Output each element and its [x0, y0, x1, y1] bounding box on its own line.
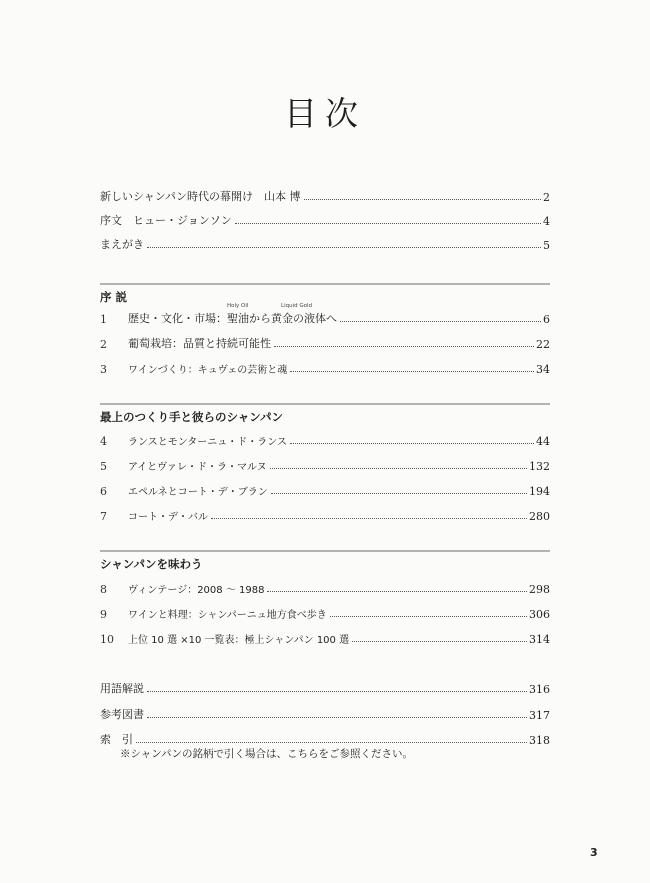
toc-entry-chapter-1[interactable]: [100, 308, 550, 326]
toc-entry-label: ランスとモンターニュ・ド・ランス: [128, 437, 287, 448]
page-title: 目次: [284, 94, 366, 133]
chapter-number: 9: [100, 608, 107, 621]
toc-entry-label: ワインづくり：キュヴェの芸術と魂: [128, 365, 288, 376]
toc-entry-label: 参考図書: [100, 708, 144, 721]
toc-entry-label: ヴィンテージ：2008 ～ 1988: [128, 585, 265, 596]
ruby-holy-oil: Holy Oil: [227, 303, 249, 309]
toc-page-number: 306: [529, 608, 550, 621]
dot-leader: [352, 641, 527, 642]
toc-page-number: 298: [529, 583, 550, 596]
toc-page-number: 317: [529, 709, 550, 722]
toc-entry-label: 序文 ヒュー・ジョンソン: [100, 214, 232, 227]
toc-entry-chapter-10[interactable]: [100, 628, 550, 646]
toc-entry-label: 上位 10 選 ×10 一覧表：極上シャンパン 100 選: [128, 635, 350, 646]
toc-entry-introduction[interactable]: [100, 234, 550, 252]
toc-entry-index[interactable]: [100, 729, 550, 747]
toc-page-number: 318: [529, 734, 550, 747]
toc-page-number: 314: [529, 633, 550, 646]
dot-leader: [340, 321, 541, 322]
page-folio: 3: [590, 846, 598, 859]
toc-page-number: 194: [529, 485, 550, 498]
toc-page-number: 316: [529, 683, 550, 696]
toc-entry-preface-johnson[interactable]: [100, 210, 550, 228]
toc-page-number: 44: [536, 435, 550, 448]
toc-entry-label: コート・デ・バル: [128, 512, 208, 523]
toc-page-number: 5: [543, 239, 550, 252]
dot-leader: [304, 199, 541, 200]
dot-leader: [267, 591, 527, 592]
toc-entry-glossary[interactable]: [100, 678, 550, 696]
toc-entry-label: 歴史・文化・市場：聖油から黄金の液体へ: [128, 312, 337, 325]
dot-leader: [290, 443, 534, 444]
ruby-liquid-gold: Liquid Gold: [281, 303, 312, 309]
chapter-number: 6: [100, 485, 107, 498]
toc-page-number: 2: [543, 191, 550, 204]
toc-entry-label: まえがき: [100, 238, 144, 251]
section-heading-introduction: 序 説: [100, 283, 550, 305]
dot-leader: [274, 346, 534, 347]
chapter-number: 10: [100, 633, 114, 646]
dot-leader: [290, 371, 534, 372]
toc-page-number: 280: [529, 510, 550, 523]
toc-entry-bibliography[interactable]: [100, 704, 550, 722]
chapter-number: 1: [100, 313, 107, 326]
toc-entry-label: 新しいシャンパン時代の幕開け 山本 博: [100, 190, 301, 203]
dot-leader: [330, 616, 527, 617]
chapter-number: 5: [100, 460, 107, 473]
section-heading-tasting: シャンパンを味わう: [100, 550, 550, 572]
toc-page-number: 132: [529, 460, 550, 473]
chapter-number: 8: [100, 583, 107, 596]
toc-entry-chapter-7[interactable]: [100, 505, 550, 523]
toc-entry-label: ワインと料理：シャンパーニュ地方食べ歩き: [128, 610, 327, 621]
toc-entry-chapter-4[interactable]: [100, 430, 550, 448]
chapter-number: 7: [100, 510, 107, 523]
dot-leader: [136, 742, 527, 743]
toc-page-number: 4: [543, 215, 550, 228]
dot-leader: [211, 518, 527, 519]
toc-entry-chapter-6[interactable]: [100, 480, 550, 498]
dot-leader: [270, 468, 527, 469]
section-heading-top-producers: 最上のつくり手と彼らのシャンパン: [100, 403, 550, 425]
dot-leader: [147, 691, 527, 692]
toc-entry-label: 葡萄栽培：品質と持続可能性: [128, 337, 271, 350]
toc-entry-label: 索 引: [100, 733, 133, 746]
toc-entry-label: アイとヴァレ・ド・ラ・マルヌ: [128, 462, 267, 473]
chapter-number: 3: [100, 363, 107, 376]
toc-entry-foreword-yamamoto[interactable]: [100, 186, 550, 204]
dot-leader: [271, 493, 527, 494]
toc-entry-label: 用語解説: [100, 682, 144, 695]
toc-entry-chapter-3[interactable]: [100, 358, 550, 376]
toc-entry-chapter-9[interactable]: [100, 603, 550, 621]
chapter-number: 2: [100, 338, 107, 351]
index-note: ※シャンパンの銘柄で引く場合は、こちらをご参照ください。: [120, 748, 414, 760]
toc-entry-label: エペルネとコート・デ・ブラン: [128, 487, 268, 498]
toc-entry-chapter-5[interactable]: [100, 455, 550, 473]
toc-entry-chapter-8[interactable]: [100, 578, 550, 596]
dot-leader: [147, 717, 527, 718]
dot-leader: [147, 247, 541, 248]
toc-entry-chapter-2[interactable]: [100, 333, 550, 351]
toc-page-number: 34: [536, 363, 550, 376]
toc-page-number: 6: [543, 313, 550, 326]
chapter-number: 4: [100, 435, 107, 448]
dot-leader: [235, 223, 541, 224]
toc-page-number: 22: [536, 338, 550, 351]
